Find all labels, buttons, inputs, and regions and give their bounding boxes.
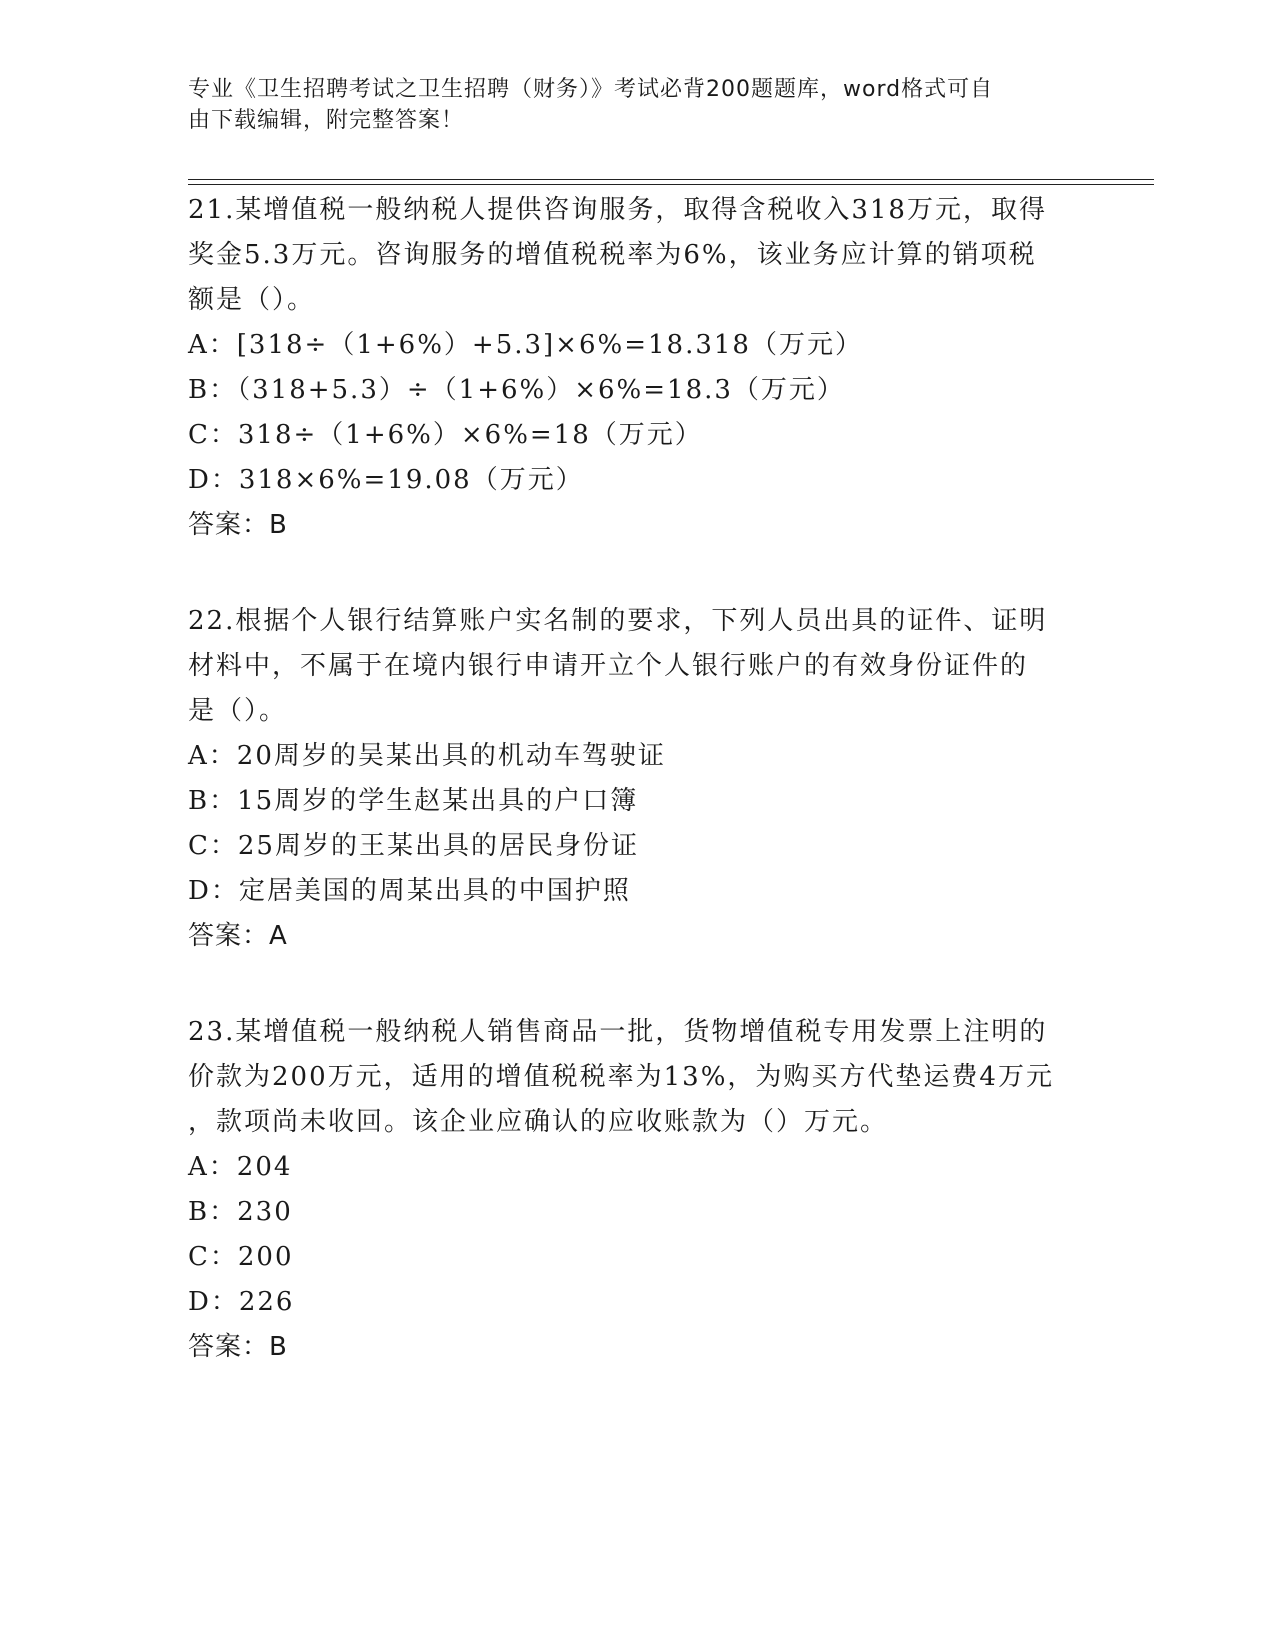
option-a: A：20周岁的吴某出具的机动车驾驶证 (188, 741, 666, 771)
stem-line: 23.某增值税一般纳税人销售商品一批，货物增值税专用发票上注明的 (188, 1017, 1048, 1047)
header-divider-bottom (188, 184, 1154, 185)
question-21 (188, 188, 1088, 548)
answer-line: 答案：A (188, 921, 288, 951)
option-d: D：226 (188, 1287, 295, 1317)
stem-line: ，款项尚未收回。该企业应确认的应收账款为（）万元。 (188, 1107, 889, 1137)
header-divider-top (188, 179, 1154, 180)
option-b: B：（318+5.3）÷（1+6%）×6%=18.3（万元） (188, 375, 845, 405)
option-d: D：定居美国的周某出具的中国护照 (188, 876, 631, 906)
option-c: C：318÷（1+6%）×6%=18（万元） (188, 420, 703, 450)
answer-line: 答案：B (188, 510, 288, 540)
stem-line: 是（）。 (188, 696, 288, 726)
option-c: C：200 (188, 1242, 294, 1272)
question-23 (188, 1010, 1088, 1370)
stem-line: 材料中，不属于在境内银行申请开立个人银行账户的有效身份证件的 (188, 651, 1029, 681)
stem-line: 额是（）。 (188, 285, 316, 315)
question-stem (188, 1010, 1088, 1145)
option-b: B：230 (188, 1197, 293, 1227)
option-c: C：25周岁的王某出具的居民身份证 (188, 831, 639, 861)
stem-line: 22.根据个人银行结算账户实名制的要求，下列人员出具的证件、证明 (188, 606, 1048, 636)
stem-line: 奖金5.3万元。咨询服务的增值税税率为6%，该业务应计算的销项税 (188, 240, 1037, 270)
option-d: D：318×6%=19.08（万元） (188, 465, 584, 495)
answer-line: 答案：B (188, 1332, 288, 1362)
question-22 (188, 599, 1088, 959)
question-stem (188, 599, 1088, 734)
document-header (188, 74, 1068, 136)
stem-line: 21.某增值税一般纳税人提供咨询服务，取得含税收入318万元，取得 (188, 195, 1047, 225)
option-b: B：15周岁的学生赵某出具的户口簿 (188, 786, 639, 816)
option-a: A：[318÷（1+6%）+5.3]×6%=18.318（万元） (188, 330, 863, 360)
option-a: A：204 (188, 1152, 293, 1182)
header-line-2: 由下载编辑，附完整答案！ (188, 108, 465, 133)
question-stem (188, 188, 1088, 323)
stem-line: 价款为200万元，适用的增值税税率为13%，为购买方代垫运费4万元 (188, 1062, 1054, 1092)
header-line-1: 专业《卫生招聘考试之卫生招聘（财务）》考试必背200题题库，word格式可自 (188, 77, 994, 102)
